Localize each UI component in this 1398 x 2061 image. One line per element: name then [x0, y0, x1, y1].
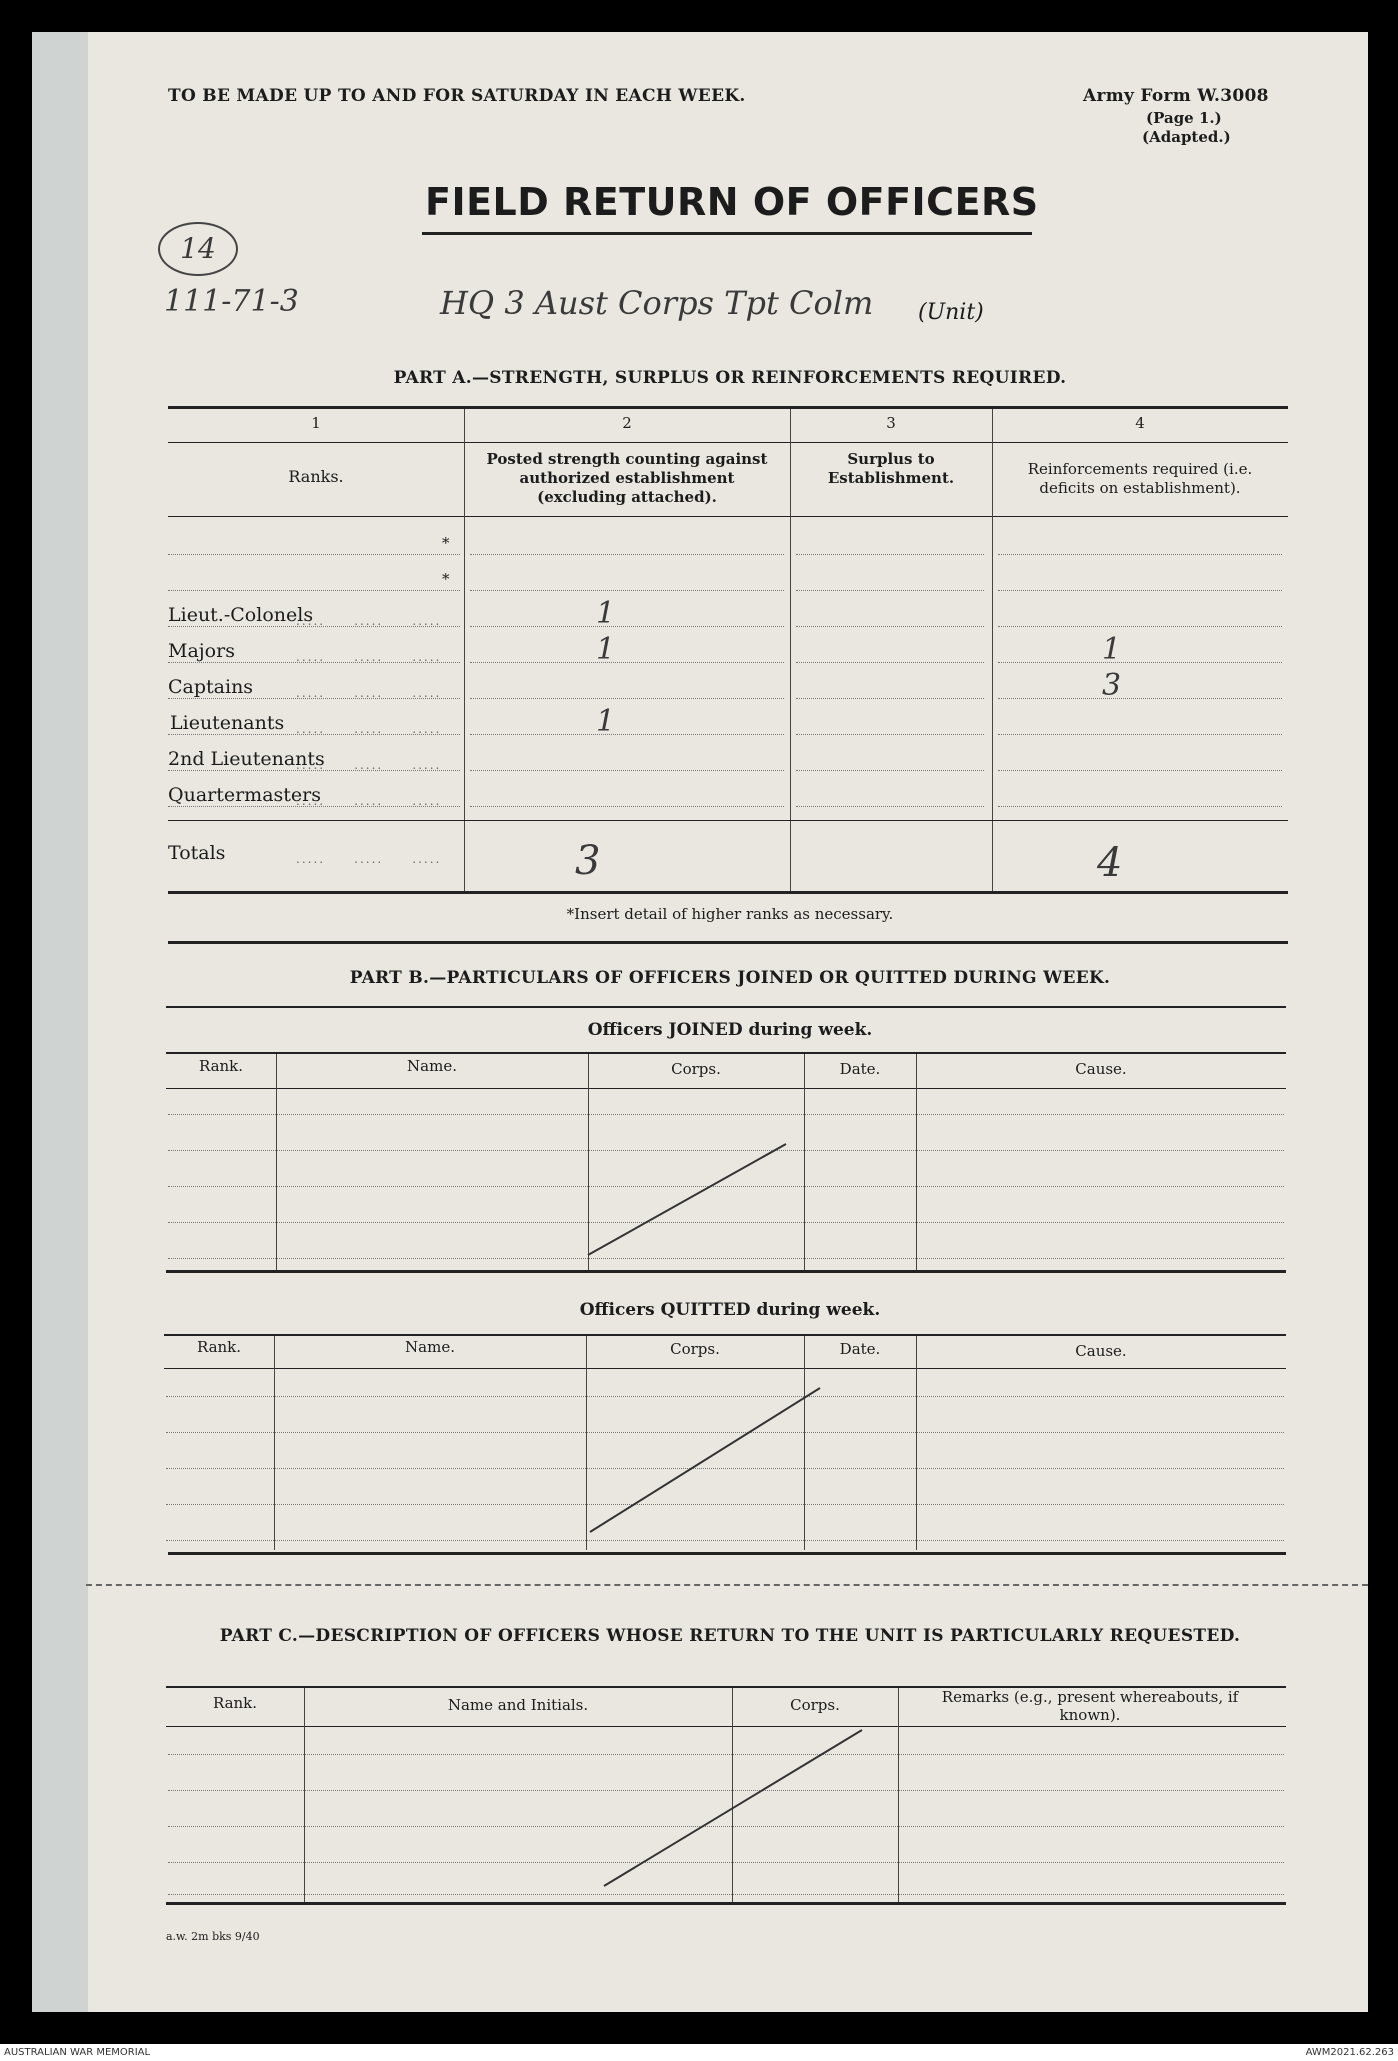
quitted-col-cause: Cause.: [1075, 1342, 1127, 1360]
rank-leaders: ..... ..... .....: [296, 614, 442, 628]
rank-label: Quartermasters: [168, 784, 321, 806]
form-page: (Page 1.): [1146, 109, 1222, 127]
joined-title: Officers JOINED during week.: [587, 1020, 873, 1040]
asterisk-2: *: [442, 570, 450, 588]
part-b-heading: PART B.—PARTICULARS OF OFFICERS JOINED OR QUITTED DURING WEEK.: [349, 968, 1111, 988]
posted-value: 1: [596, 704, 616, 739]
form-adapted: (Adapted.): [1142, 128, 1231, 146]
part-c-heading: PART C.—DESCRIPTION OF OFFICERS WHOSE RETURN TO THE UNIT IS PARTICULARLY REQUESTED.: [219, 1626, 1241, 1646]
handwritten-unit-name: HQ 3 Aust Corps Tpt Colm: [440, 284, 874, 322]
partc-col-rank: Rank.: [212, 1694, 258, 1712]
rank-leaders: ..... ..... .....: [296, 794, 442, 808]
instruction-text: TO BE MADE UP TO AND FOR SATURDAY IN EACH WEEK.: [168, 86, 746, 106]
quitted-col-date: Date.: [839, 1340, 881, 1358]
col-number-3: 3: [886, 414, 896, 432]
rank-label: Captains: [168, 676, 254, 698]
header-posted-strength: Posted strength counting against authorized establishment (excluding attached).: [486, 450, 768, 506]
rank-leaders: ..... ..... .....: [296, 686, 442, 700]
posted-value: 1: [596, 632, 616, 667]
reinforcement-value: 3: [1102, 668, 1122, 703]
footer-strip: [0, 2044, 1398, 2061]
joined-col-name: Name.: [407, 1057, 457, 1075]
totals-posted: 3: [575, 838, 601, 884]
rank-label: 2nd Lieutenants: [168, 748, 325, 770]
footer-right: AWM2021.62.263: [1305, 2047, 1394, 2058]
partc-col-name: Name and Initials.: [447, 1696, 589, 1714]
posted-value: 1: [596, 596, 616, 631]
partc-col-corps: Corps.: [790, 1696, 840, 1714]
header-ranks: Ranks.: [288, 467, 344, 486]
footer-left: AUSTRALIAN WAR MEMORIAL: [4, 2047, 151, 2058]
joined-corps-strike: [588, 1144, 786, 1255]
rank-label: Majors: [168, 640, 235, 662]
print-code: a.w. 2m bks 9/40: [166, 1930, 260, 1943]
quitted-col-rank: Rank.: [196, 1338, 242, 1356]
partc-corps-strike: [604, 1730, 862, 1886]
header-reinforcements: Reinforcements required (i.e. deficits on establishment).: [1027, 460, 1253, 497]
unit-label: (Unit): [918, 300, 984, 325]
form-number: Army Form W.3008: [1083, 86, 1269, 106]
joined-col-cause: Cause.: [1075, 1060, 1127, 1078]
col-number-2: 2: [622, 414, 632, 432]
quitted-col-corps: Corps.: [670, 1340, 720, 1358]
joined-col-rank: Rank.: [198, 1057, 244, 1075]
footnote: *Insert detail of higher ranks as necessary.: [566, 905, 894, 923]
header-surplus: Surplus to Establishment.: [827, 450, 955, 487]
col-number-4: 4: [1135, 414, 1145, 432]
rank-leaders: ..... ..... .....: [296, 758, 442, 772]
joined-col-date: Date.: [839, 1060, 881, 1078]
quitted-col-name: Name.: [405, 1338, 455, 1356]
part-a-heading: PART A.—STRENGTH, SURPLUS OR REINFORCEMENTS REQUIRED.: [393, 368, 1067, 388]
rank-label: Lieutenants: [170, 712, 285, 734]
circled-number: 14: [158, 222, 238, 276]
rank-leaders: ..... ..... .....: [296, 650, 442, 664]
asterisk-1: *: [442, 534, 450, 552]
quitted-corps-strike: [590, 1388, 820, 1532]
totals-leaders: ..... ..... .....: [296, 852, 442, 866]
col-number-1: 1: [311, 414, 321, 432]
quitted-title: Officers QUITTED during week.: [579, 1300, 881, 1320]
totals-label: Totals: [168, 842, 226, 864]
page-title: FIELD RETURN OF OFFICERS: [425, 180, 1039, 224]
rank-label: Lieut.-Colonels: [168, 604, 314, 626]
joined-col-corps: Corps.: [671, 1060, 721, 1078]
handwritten-reference: 111-71-3: [164, 284, 299, 319]
partc-col-remarks: Remarks (e.g., present whereabouts, if known).: [941, 1688, 1239, 1724]
totals-reinforcements: 4: [1097, 840, 1123, 886]
reinforcement-value: 1: [1102, 632, 1122, 667]
rank-leaders: ..... ..... .....: [296, 722, 442, 736]
